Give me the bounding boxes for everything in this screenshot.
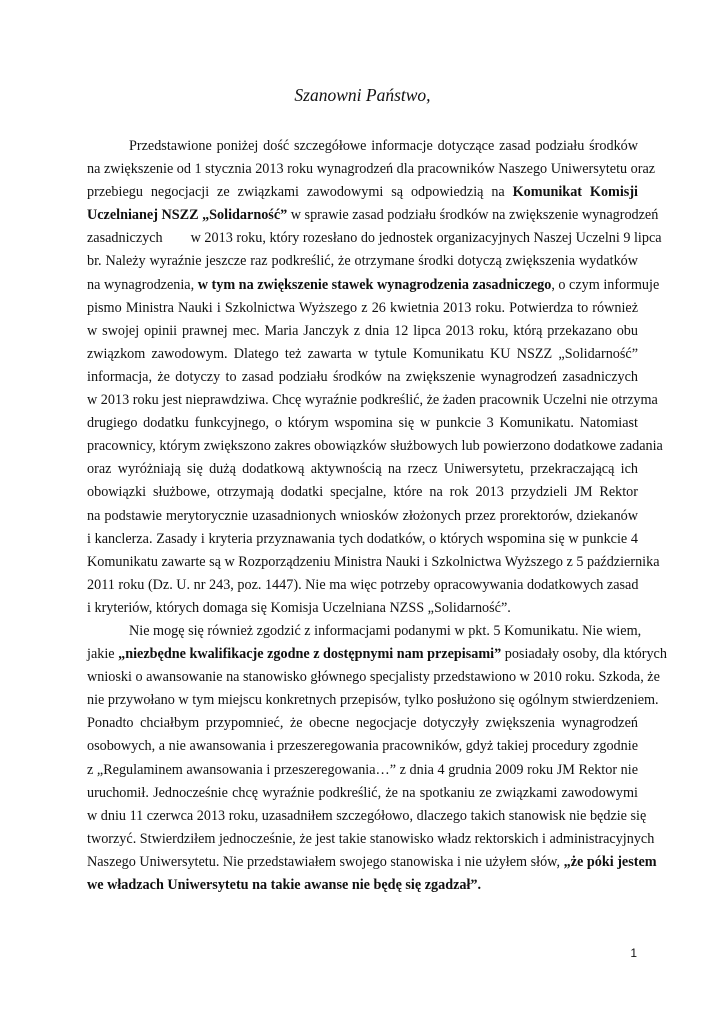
paragraph	[87, 620, 667, 897]
text-run: z „Regulaminem awansowania i przeszeregowania…” z dnia 4 grudnia 2009 roku JM Rektor nie	[87, 761, 638, 778]
text-run: na zwiększenie od 1 stycznia 2013 roku wynagrodzeń dla pracowników Naszego Uniwersytetu oraz	[87, 161, 656, 178]
bold-text: we władzach Uniwersytetu na takie awanse nie będę się zgadzał”.	[87, 877, 482, 893]
letter-body	[87, 135, 667, 897]
text-line	[87, 620, 642, 643]
text-line	[87, 366, 638, 389]
text-line	[87, 389, 658, 412]
text-run: posiadały osoby, dla których	[501, 646, 667, 663]
text-line	[87, 343, 638, 366]
text-line	[87, 297, 638, 320]
salutation: Szanowni Państwo,	[294, 85, 431, 105]
text-run: w 2013 roku jest nieprawdziwa. Chcę wyraźnie podkreślić, że żaden pracownik Uczelni nie otrzyma	[87, 392, 658, 409]
text-line	[87, 805, 647, 828]
text-run: wnioski o awansowanie na stanowisko głównego specjalisty przedstawiono w 2010 roku. Szkoda, że	[87, 669, 660, 686]
text-run: Nie mogę się również zgodzić z informacjami podanymi w pkt. 5 Komunikatu. Nie wiem,	[129, 622, 642, 639]
text-run: nie przywołano w tym miejscu konkretnych przepisów, tylko posłużono się ogólnym stwierdzeniem.	[87, 692, 659, 709]
text-line	[87, 851, 657, 874]
text-run: informacja, że dotyczy to zasad podziału środków na zwiększenie wynagrodzeń zasadniczych	[87, 368, 638, 385]
text-run: na wynagrodzenia,	[87, 276, 198, 293]
text-run: i kanclerza. Zasady i kryteria przyznawania tych dodatków, o których wspomina się w punkcie 4	[87, 530, 638, 547]
text-run: jakie	[87, 646, 119, 663]
bold-text: w tym na zwiększenie stawek wynagrodzenia zasadniczego	[197, 276, 552, 293]
text-line	[87, 828, 655, 851]
text-run: Naszego Uniwersytetu. Nie przedstawiałem swojego stanowiska i nie użyłem słów,	[87, 853, 564, 870]
text-line	[87, 597, 638, 620]
text-line	[87, 481, 638, 504]
text-line	[87, 135, 638, 158]
text-line	[87, 759, 638, 782]
text-line	[87, 320, 638, 343]
text-run: , o czym informuje	[551, 276, 660, 293]
text-run: osobowych, a nie awansowania i przeszeregowania pracowników, gdyż takiej procedury zgodnie	[87, 738, 638, 755]
text-line	[87, 458, 638, 481]
text-run: w 2013 roku, który rozesłano do jednostek organizacyjnych Naszej Uczelni 9 lipca	[190, 230, 662, 247]
text-run: w sprawie zasad podziału środków na zwiększenie wynagrodzeń	[287, 207, 659, 224]
text-line	[87, 528, 638, 551]
text-line	[87, 666, 660, 689]
text-run: obowiązki służbowe, otrzymają dodatki specjalne, które na rok 2013 przydzieli JM Rektor	[87, 484, 638, 501]
text-run: drugiego dodatku funkcyjnego, o którym wspomina się w punkcie 3 Komunikatu. Natomiast	[87, 415, 638, 432]
text-line	[87, 274, 660, 297]
text-line	[87, 250, 638, 273]
bold-text: „że póki jestem	[563, 853, 657, 870]
text-run: tworzyć. Stwierdziłem jednocześnie, że jest takie stanowisko władz rektorskich i administracyjnych	[87, 830, 655, 847]
text-run: br. Należy wyraźnie jeszcze raz podkreślić, że otrzymane środki dotyczą zwiększenia wydatków	[87, 253, 638, 270]
bold-text: Komunikat Komisji	[512, 184, 638, 201]
text-run: Ponadto chciałbym przypomnieć, że obecne negocjacje dotyczyły zwiększenia wynagrodzeń	[87, 715, 638, 732]
text-line	[87, 181, 638, 204]
text-line	[87, 643, 667, 666]
text-run: na podstawie merytorycznie uzasadnionych wniosków złożonych przez prorektorów, dziekanów	[87, 507, 638, 524]
text-line	[87, 412, 638, 435]
text-line	[87, 435, 663, 458]
text-line	[87, 782, 638, 805]
text-run: przebiegu negocjacji ze związkami zawodowymi są odpowiedzią na	[87, 184, 513, 201]
paragraph	[87, 135, 663, 620]
text-run: pismo Ministra Nauki i Szkolnictwa Wyższego z 26 kwietnia 2013 roku. Potwierdza to również	[87, 299, 638, 316]
text-run: zasadniczych	[87, 230, 163, 247]
text-run: Komunikatu zawarte są w Rozporządzeniu Ministra Nauki i Szkolnictwa Wyższego z 5 października	[87, 553, 660, 570]
text-line	[87, 204, 659, 227]
text-line	[87, 874, 638, 897]
bold-text: Uczelnianej NSZZ „Solidarność”	[87, 207, 288, 224]
page-number: 1	[630, 946, 637, 960]
text-line	[87, 158, 656, 181]
text-run: uruchomił. Jednocześnie chcę wyraźnie podkreślić, że na spotkaniu ze związkami zawodowymi	[87, 784, 638, 801]
text-run: Przedstawione poniżej dość szczegółowe informacje dotyczące zasad podziału środków	[129, 138, 638, 154]
text-run: 2011 roku (Dz. U. nr 243, poz. 1447). Nie ma więc potrzeby opracowywania dodatkowych zasad	[87, 576, 639, 593]
bold-text: „niezbędne kwalifikacje zgodne z dostępnymi nam przepisami”	[118, 646, 502, 663]
text-line	[87, 712, 638, 735]
text-run: pracownicy, którym zwiększono zakres obowiązków służbowych lub powierzono dodatkowe zadania	[87, 438, 663, 455]
text-run: w dniu 11 czerwca 2013 roku, uzasadniłem szczegółowo, dlaczego takich stanowisk nie będzie się	[87, 807, 647, 824]
text-line	[87, 505, 638, 528]
text-line	[87, 227, 662, 250]
text-line	[87, 735, 638, 758]
text-line	[87, 574, 638, 597]
text-run: w swojej opinii prawnej mec. Maria Janczyk z dnia 12 lipca 2013 roku, którą przekazano obu	[87, 322, 638, 339]
text-line	[87, 551, 660, 574]
text-run: i kryteriów, których domaga się Komisja Uczelniana NZSS „Solidarność”.	[87, 599, 511, 616]
text-line	[87, 689, 659, 712]
text-run: związkom zawodowym. Dlatego też zawarta w tytule Komunikatu KU NSZZ „Solidarność”	[87, 345, 638, 362]
text-run: oraz wyróżniają się dużą dodatkową aktywnością na rzecz Uniwersytetu, przekraczającą ich	[87, 461, 638, 478]
